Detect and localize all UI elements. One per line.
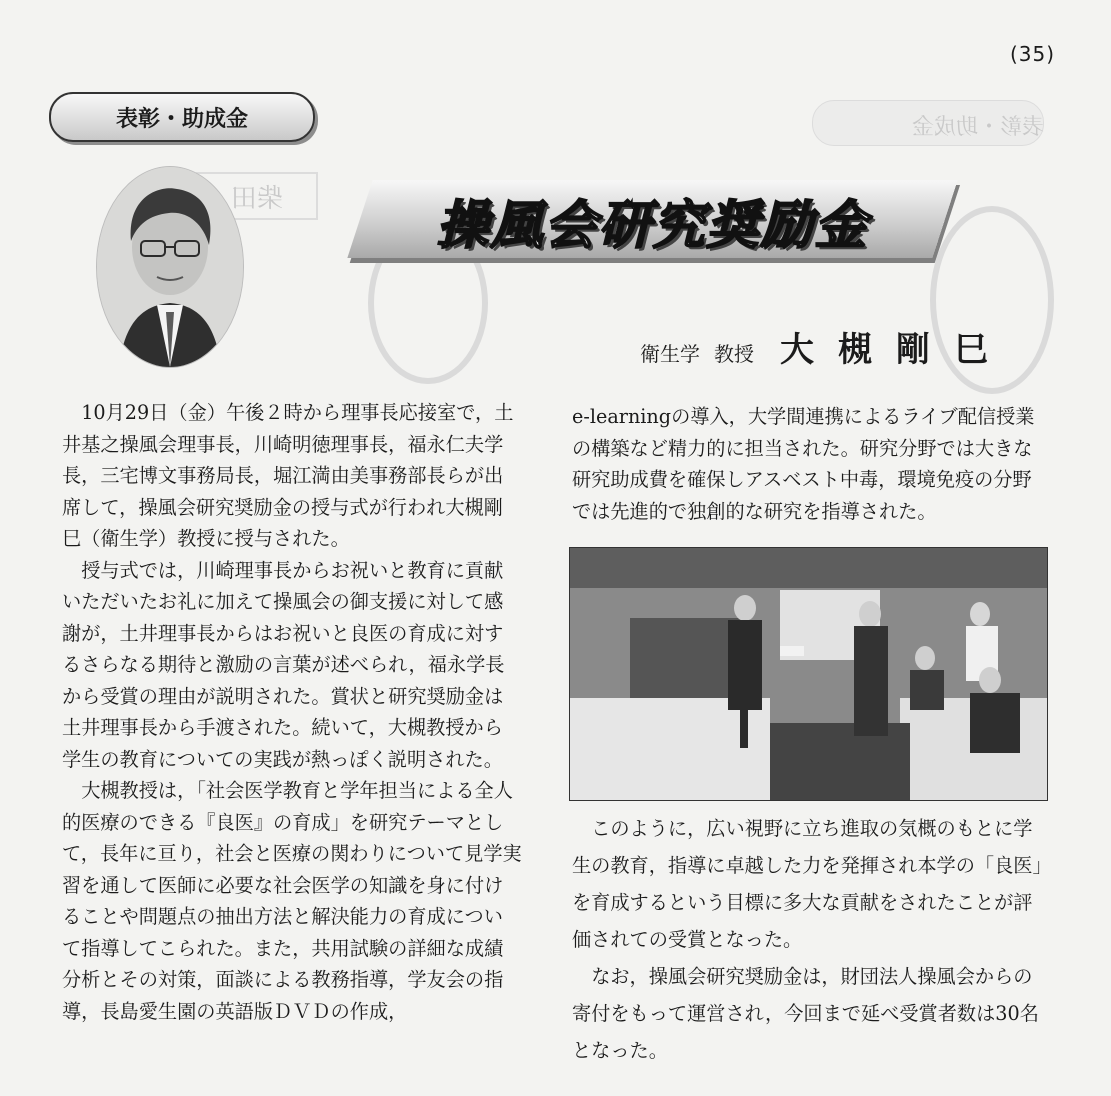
awardee-name: 大槻剛巳	[780, 330, 1012, 370]
page-number: (35)	[1010, 42, 1056, 66]
article-column-right	[572, 401, 1048, 527]
awardee-byline	[640, 322, 1012, 371]
ceremony-photo	[569, 547, 1048, 801]
bleed-through-tab-label: 表彰・助成金	[912, 115, 1045, 140]
section-tab-label: 表彰・助成金	[115, 106, 248, 132]
paragraph-award-speeches: 授与式では，川崎理事長からお祝いと教育に貢献いただいたお礼に加えて操風会の御支援に対して感謝が，土井理事長からはお祝いと良医の育成に対するさらなる期待と激励の言葉が述べられ，福永学長から受賞の理由が説明された。賞状と研究奨励金は土井理事長から手渡された。続いて，大槻教授から学生の教育についての実践が熱っぽく説明された。	[62, 558, 505, 771]
ceremony-photo-image	[570, 548, 1047, 800]
awardee-rank: 教授	[714, 342, 754, 366]
paragraph-ceremony: 10月29日（金）午後２時から理事長応接室で，土井基之操風会理事長，川崎明徳理事長，福永仁夫学長，三宅博文事務局長，堀江満由美事務部長らが出席して，操風会研究奨励金の授与式が行われ大槻剛巳（衛生学）教授に授与された。	[62, 401, 514, 550]
professor-portrait	[96, 166, 244, 368]
title-banner	[360, 172, 965, 268]
article-column-right-lower	[572, 810, 1048, 1069]
paragraph-evaluation: このように，広い視野に立ち進取の気概のもとに学生の教育，指導に卓越した力を発揮され本学の「良医」を育成するという目標に多大な貢献をされたことが評価されての受賞となった。	[572, 817, 1043, 951]
awardee-department: 衛生学	[640, 342, 700, 366]
bleed-through-surname: 柴田	[196, 172, 318, 220]
paragraph-fund-info: なお，操風会研究奨励金は，財団法人操風会からの寄付をもって運営され，今回まで延べ受賞者数は30名となった。	[572, 965, 1039, 1062]
section-tab	[49, 92, 315, 142]
paragraph-continuation: e-learningの導入，大学間連携によるライブ配信授業の構築など精力的に担当された。研究分野では大きな研究助成費を確保しアスベスト中毒，環境免疫の分野では先進的で独創的な研究を指導された。	[572, 405, 1035, 523]
professor-portrait-image	[97, 167, 243, 367]
page-title: 操風会研究奨励金	[436, 194, 869, 256]
paragraph-research-theme: 大槻教授は，「社会医学教育と学年担当による全人的医療のできる『良医』の育成」を研究テーマとして，長年に亘り，社会と医療の関わりについて見学実習を通して医師に必要な社会医学の知識を身に付けることや問題点の抽出方法と解決能力の育成について指導してこられた。また，共用試験の詳細な成績分析とその対策，面談による教務指導，学友会の指導，長島愛生園の英語版ＤＶＤの作成，	[62, 779, 522, 1023]
article-column-left	[62, 397, 522, 1027]
